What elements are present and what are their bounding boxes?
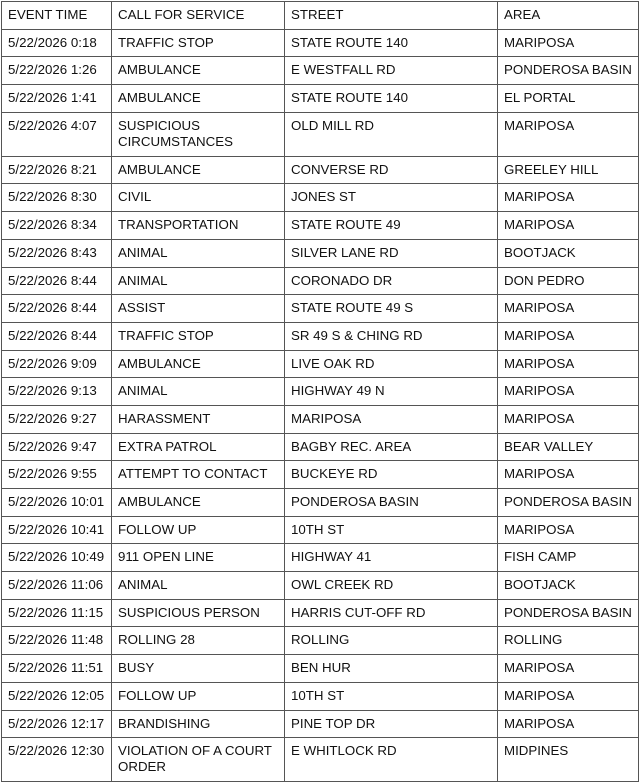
table-row [2,29,639,57]
cell-event-time: 5/22/2026 11:48 [2,627,112,655]
cell-area: MARIPOSA [498,295,639,323]
table-body [2,29,639,782]
table-row [2,267,639,295]
cell-street: CONVERSE RD [285,156,498,184]
table-row [2,239,639,267]
cell-area: DON PEDRO [498,267,639,295]
cell-street: STATE ROUTE 140 [285,85,498,113]
cell-street: E WHITLOCK RD [285,738,498,782]
cell-event-time: 5/22/2026 1:41 [2,85,112,113]
cell-area: MARIPOSA [498,516,639,544]
table-row [2,350,639,378]
cell-call-for-service: AMBULANCE [112,156,285,184]
cell-area: PONDEROSA BASIN [498,599,639,627]
cell-area: MARIPOSA [498,405,639,433]
cell-call-for-service: ROLLING 28 [112,627,285,655]
cell-street: STATE ROUTE 140 [285,29,498,57]
cell-area: MARIPOSA [498,350,639,378]
cell-area: ROLLING [498,627,639,655]
table-row [2,184,639,212]
cell-street: MARIPOSA [285,405,498,433]
cell-call-for-service: AMBULANCE [112,489,285,517]
cell-area: MARIPOSA [498,710,639,738]
cell-street: PINE TOP DR [285,710,498,738]
table-row [2,572,639,600]
cell-area: BOOTJACK [498,239,639,267]
cell-call-for-service: CIVIL [112,184,285,212]
header-row [2,2,639,30]
cell-call-for-service: VIOLATION OF A COURT ORDER [112,738,285,782]
cell-call-for-service: BRANDISHING [112,710,285,738]
header-area: AREA [498,2,639,30]
cell-street: CORONADO DR [285,267,498,295]
table-row [2,112,639,156]
cell-street: HIGHWAY 41 [285,544,498,572]
table-row [2,57,639,85]
cell-event-time: 5/22/2026 8:43 [2,239,112,267]
cell-street: LIVE OAK RD [285,350,498,378]
cell-call-for-service: TRAFFIC STOP [112,29,285,57]
table-row [2,710,639,738]
table-row [2,544,639,572]
cell-event-time: 5/22/2026 8:44 [2,267,112,295]
cell-street: 10TH ST [285,682,498,710]
cell-event-time: 5/22/2026 11:51 [2,655,112,683]
cell-call-for-service: ANIMAL [112,572,285,600]
cell-event-time: 5/22/2026 11:06 [2,572,112,600]
cell-area: MARIPOSA [498,184,639,212]
table-row [2,655,639,683]
cell-street: JONES ST [285,184,498,212]
cell-call-for-service: EXTRA PATROL [112,433,285,461]
cell-area: MIDPINES [498,738,639,782]
cell-event-time: 5/22/2026 9:55 [2,461,112,489]
table-row [2,295,639,323]
cell-area: EL PORTAL [498,85,639,113]
table-row [2,516,639,544]
cell-event-time: 5/22/2026 8:44 [2,295,112,323]
cell-street: SILVER LANE RD [285,239,498,267]
cell-area: BOOTJACK [498,572,639,600]
cell-area: MARIPOSA [498,461,639,489]
cell-event-time: 5/22/2026 9:09 [2,350,112,378]
cell-event-time: 5/22/2026 8:44 [2,322,112,350]
cell-area: GREELEY HILL [498,156,639,184]
cell-event-time: 5/22/2026 0:18 [2,29,112,57]
header-call-for-service: CALL FOR SERVICE [112,2,285,30]
table-row [2,378,639,406]
cell-call-for-service: SUSPICIOUS CIRCUMSTANCES [112,112,285,156]
cell-call-for-service: ASSIST [112,295,285,323]
cell-event-time: 5/22/2026 9:47 [2,433,112,461]
cell-call-for-service: BUSY [112,655,285,683]
cell-area: MARIPOSA [498,212,639,240]
table-row [2,489,639,517]
cell-event-time: 5/22/2026 8:30 [2,184,112,212]
cell-event-time: 5/22/2026 4:07 [2,112,112,156]
cell-call-for-service: AMBULANCE [112,57,285,85]
cell-area: PONDEROSA BASIN [498,489,639,517]
cell-event-time: 5/22/2026 8:21 [2,156,112,184]
cell-call-for-service: ANIMAL [112,267,285,295]
table-row [2,85,639,113]
cell-call-for-service: AMBULANCE [112,85,285,113]
header-street: STREET [285,2,498,30]
cell-event-time: 5/22/2026 11:15 [2,599,112,627]
cell-call-for-service: TRAFFIC STOP [112,322,285,350]
cell-event-time: 5/22/2026 10:41 [2,516,112,544]
cell-call-for-service: ATTEMPT TO CONTACT [112,461,285,489]
cell-call-for-service: AMBULANCE [112,350,285,378]
cell-area: BEAR VALLEY [498,433,639,461]
table-row [2,461,639,489]
cell-call-for-service: ANIMAL [112,378,285,406]
table-row [2,212,639,240]
cell-street: BUCKEYE RD [285,461,498,489]
cell-event-time: 5/22/2026 10:01 [2,489,112,517]
cell-area: FISH CAMP [498,544,639,572]
cell-call-for-service: HARASSMENT [112,405,285,433]
cell-street: 10TH ST [285,516,498,544]
cell-street: SR 49 S & CHING RD [285,322,498,350]
call-log-table [1,1,639,782]
cell-street: OLD MILL RD [285,112,498,156]
cell-street: HIGHWAY 49 N [285,378,498,406]
cell-event-time: 5/22/2026 9:13 [2,378,112,406]
cell-street: E WESTFALL RD [285,57,498,85]
header-event-time: EVENT TIME [2,2,112,30]
cell-event-time: 5/22/2026 12:30 [2,738,112,782]
cell-street: PONDEROSA BASIN [285,489,498,517]
cell-area: PONDEROSA BASIN [498,57,639,85]
cell-call-for-service: TRANSPORTATION [112,212,285,240]
table-row [2,682,639,710]
table-row [2,599,639,627]
cell-event-time: 5/22/2026 9:27 [2,405,112,433]
cell-call-for-service: FOLLOW UP [112,682,285,710]
cell-street: BAGBY REC. AREA [285,433,498,461]
cell-street: HARRIS CUT-OFF RD [285,599,498,627]
cell-event-time: 5/22/2026 12:17 [2,710,112,738]
cell-street: BEN HUR [285,655,498,683]
cell-call-for-service: 911 OPEN LINE [112,544,285,572]
table-row [2,156,639,184]
cell-event-time: 5/22/2026 12:05 [2,682,112,710]
cell-street: STATE ROUTE 49 S [285,295,498,323]
cell-area: MARIPOSA [498,112,639,156]
cell-street: ROLLING [285,627,498,655]
cell-area: MARIPOSA [498,682,639,710]
cell-area: MARIPOSA [498,29,639,57]
cell-street: OWL CREEK RD [285,572,498,600]
table-row [2,433,639,461]
cell-call-for-service: SUSPICIOUS PERSON [112,599,285,627]
cell-street: STATE ROUTE 49 [285,212,498,240]
cell-area: MARIPOSA [498,655,639,683]
cell-event-time: 5/22/2026 8:34 [2,212,112,240]
table-row [2,405,639,433]
cell-area: MARIPOSA [498,378,639,406]
cell-area: MARIPOSA [498,322,639,350]
table-row [2,322,639,350]
table-row [2,738,639,782]
cell-event-time: 5/22/2026 1:26 [2,57,112,85]
cell-call-for-service: ANIMAL [112,239,285,267]
table-row [2,627,639,655]
cell-call-for-service: FOLLOW UP [112,516,285,544]
cell-event-time: 5/22/2026 10:49 [2,544,112,572]
